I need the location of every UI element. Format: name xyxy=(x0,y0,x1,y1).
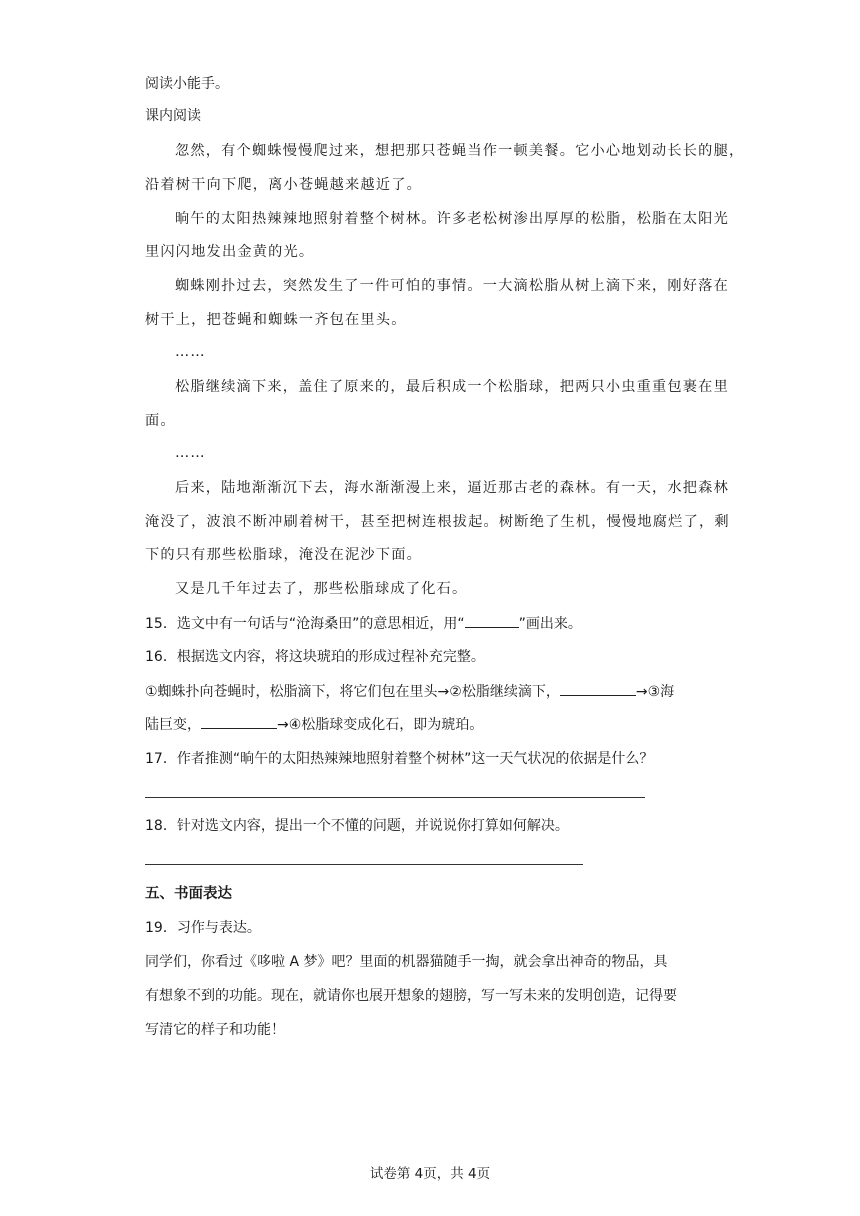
section-5-title: 五、书面表达 xyxy=(145,886,232,902)
question-18: 18．针对选文内容，提出一个不懂的问题，并说说你打算如何解决。 xyxy=(145,818,569,834)
page-footer: 试卷第 4页，共 4页 xyxy=(369,1166,491,1182)
passage-line: 沿着树干向下爬，离小苍蝇越来越近了。 xyxy=(145,177,422,193)
passage-ellipsis: …… xyxy=(175,445,206,461)
passage-line: 后来，陆地渐渐沉下去，海水渐渐漫上来，逼近那古老的森林。有一天，水把森林 xyxy=(175,480,729,496)
reading-section-title: 阅读小能手。 xyxy=(145,76,229,92)
question-16-line-2 xyxy=(145,714,483,735)
question-15-text-a: 15．选文中有一句话与“沧海桑田”的意思相近，用“ xyxy=(145,616,465,632)
question-16-step-text: ①蜘蛛扑向苍蝇时，松脂滴下，将它们包在里头→②松脂继续滴下， xyxy=(145,684,560,700)
writing-prompt-line: 写清它的样子和功能！ xyxy=(145,1022,285,1038)
inclass-reading-label: 课内阅读 xyxy=(145,108,201,124)
passage-line: 树干上，把苍蝇和蜘蛛一齐包在里头。 xyxy=(145,312,407,328)
passage-line: 面。 xyxy=(145,413,176,429)
question-16: 16．根据选文内容，将这块琥珀的形成过程补充完整。 xyxy=(145,649,485,665)
passage-line: 下的只有那些松脂球，淹没在泥沙下面。 xyxy=(145,547,422,563)
question-16-step-text: →④松脂球变成化石，即为琥珀。 xyxy=(277,717,484,733)
question-15-blank[interactable] xyxy=(465,613,519,628)
passage-line: 蜘蛛刚扑过去，突然发生了一件可怕的事情。一大滴松脂从树上滴下来，刚好落在 xyxy=(175,278,729,294)
question-18-answer-line[interactable] xyxy=(145,864,583,865)
passage-ellipsis: …… xyxy=(175,344,206,360)
question-16-arrow-text: →③海 xyxy=(635,684,675,700)
writing-prompt-line: 同学们，你看过《哆啦 A 梦》吧？里面的机器猫随手一掏，就会拿出神奇的物品，具 xyxy=(145,954,668,970)
question-16-step-text: 陆巨变， xyxy=(145,717,201,733)
passage-line: 里闪闪地发出金黄的光。 xyxy=(145,244,315,260)
passage-line: 松脂继续滴下来，盖住了原来的，最后积成一个松脂球，把两只小虫重重包裹在里 xyxy=(175,379,729,395)
passage-line: 忽然，有个蜘蛛慢慢爬过来，想把那只苍蝇当作一顿美餐。它小心地划动长长的腿， xyxy=(175,143,745,159)
question-17: 17．作者推测“晌午的太阳热辣辣地照射着整个树林”这一天气状况的依据是什么？ xyxy=(145,751,654,767)
passage-line: 淹没了，波浪不断冲刷着树干，甚至把树连根拔起。树断绝了生机，慢慢地腐烂了，剩 xyxy=(145,514,730,530)
passage-line: 又是几千年过去了，那些松脂球成了化石。 xyxy=(175,581,468,597)
question-19: 19．习作与表达。 xyxy=(145,920,261,936)
question-16-blank-2[interactable] xyxy=(201,714,277,729)
question-15-text-b: ”画出来。 xyxy=(518,616,582,632)
passage-line: 晌午的太阳热辣辣地照射着整个树林。许多老松树渗出厚厚的松脂，松脂在太阳光 xyxy=(175,211,729,227)
question-17-answer-line[interactable] xyxy=(145,797,645,798)
question-16-blank-1[interactable] xyxy=(560,681,636,696)
writing-prompt-line: 有想象不到的功能。现在，就请你也展开想象的翅膀，写一写未来的发明创造，记得要 xyxy=(145,988,677,1004)
question-16-line-1 xyxy=(145,681,674,702)
question-15 xyxy=(145,613,582,634)
